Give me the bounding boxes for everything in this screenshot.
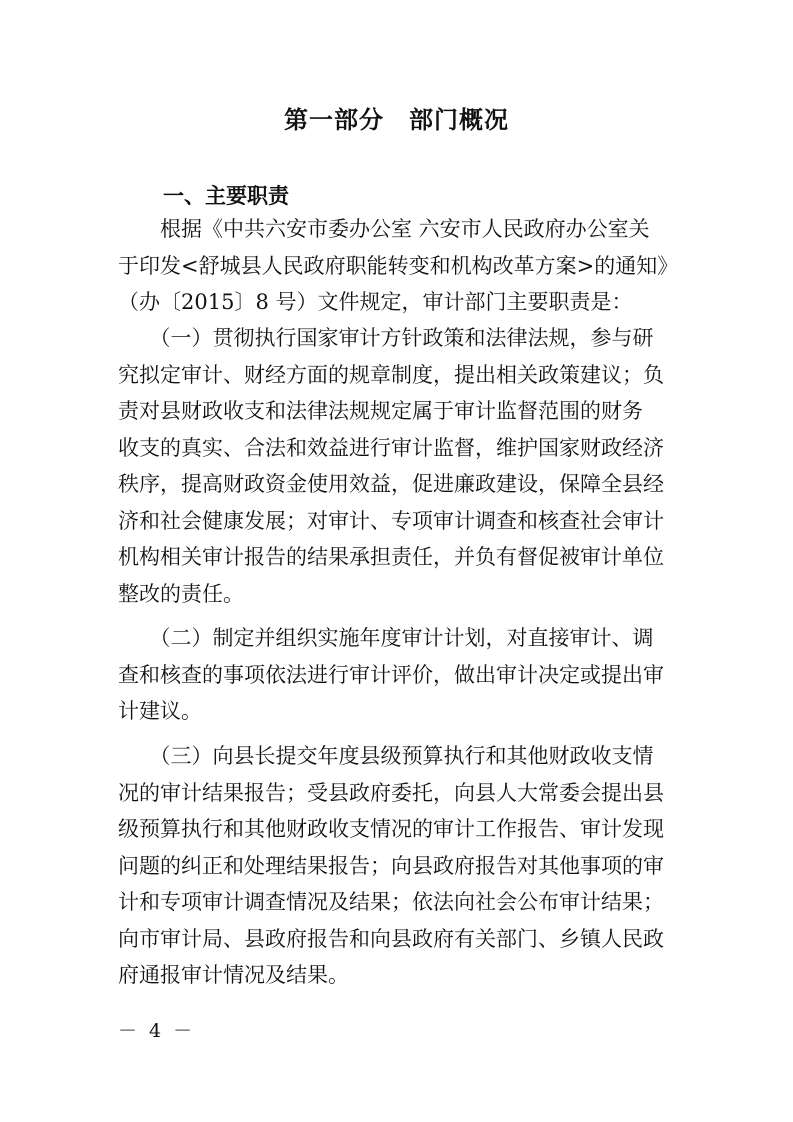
text-line: 究拟定审计、财经方面的规章制度，提出相关政策建议；负 xyxy=(118,362,664,387)
text-line: 收支的真实、合法和效益进行审计监督，维护国家财政经济 xyxy=(118,435,664,460)
text-line: 济和社会健康发展；对审计、专项审计调查和核查社会审计 xyxy=(118,508,664,533)
text-line: 责对县财政收支和法律法规规定属于审计监督范围的财务 xyxy=(118,399,643,423)
text-line: （三）向县长提交年度县级预算执行和其他财政收支情 xyxy=(118,744,654,768)
paragraph-duty-3 xyxy=(118,738,678,994)
text-line: 况的审计结果报告；受县政府委托，向县人大常委会提出县 xyxy=(118,780,664,805)
text-line: 计建议。 xyxy=(118,699,202,723)
text-line: 府通报审计情况及结果。 xyxy=(118,963,349,987)
page-title: 第一部分 部门概况 xyxy=(284,106,509,134)
text-line: 查和核查的事项依法进行审计评价，做出审计决定或提出审 xyxy=(118,662,664,687)
text-line: 于印发<舒城县人民政府职能转变和机构改革方案>的通知》 xyxy=(118,253,679,278)
text-line: 计和专项审计调查情况及结果；依法向社会公布审计结果； xyxy=(118,890,664,914)
page-number: － 4 － xyxy=(118,1020,196,1042)
text-line: （一）贯彻执行国家审计方针政策和法律法规，参与研 xyxy=(118,326,654,350)
paragraph-duty-2 xyxy=(118,620,678,730)
text-line: （办〔2015〕8 号）文件规定，审计部门主要职责是： xyxy=(118,290,633,314)
section-heading: 一、主要职责 xyxy=(163,184,289,208)
text-line: 秩序，提高财政资金使用效益，促进廉政建设，保障全县经 xyxy=(118,472,664,496)
paragraph-intro xyxy=(118,211,678,321)
text-line: 向市审计局、县政府报告和向县政府有关部门、乡镇人民政 xyxy=(118,926,664,951)
text-line: 根据《中共六安市委办公室 六安市人民政府办公室关 xyxy=(118,217,650,241)
text-line: （二）制定并组织实施年度审计计划，对直接审计、调 xyxy=(118,626,654,650)
paragraph-duty-1 xyxy=(118,320,678,612)
text-line: 机构相关审计报告的结果承担责任，并负有督促被审计单位 xyxy=(118,545,664,569)
text-line: 问题的纠正和处理结果报告；向县政府报告对其他事项的审 xyxy=(118,853,664,878)
text-line: 级预算执行和其他财政收支情况的审计工作报告、审计发现 xyxy=(118,817,664,841)
text-line: 整改的责任。 xyxy=(118,581,244,606)
